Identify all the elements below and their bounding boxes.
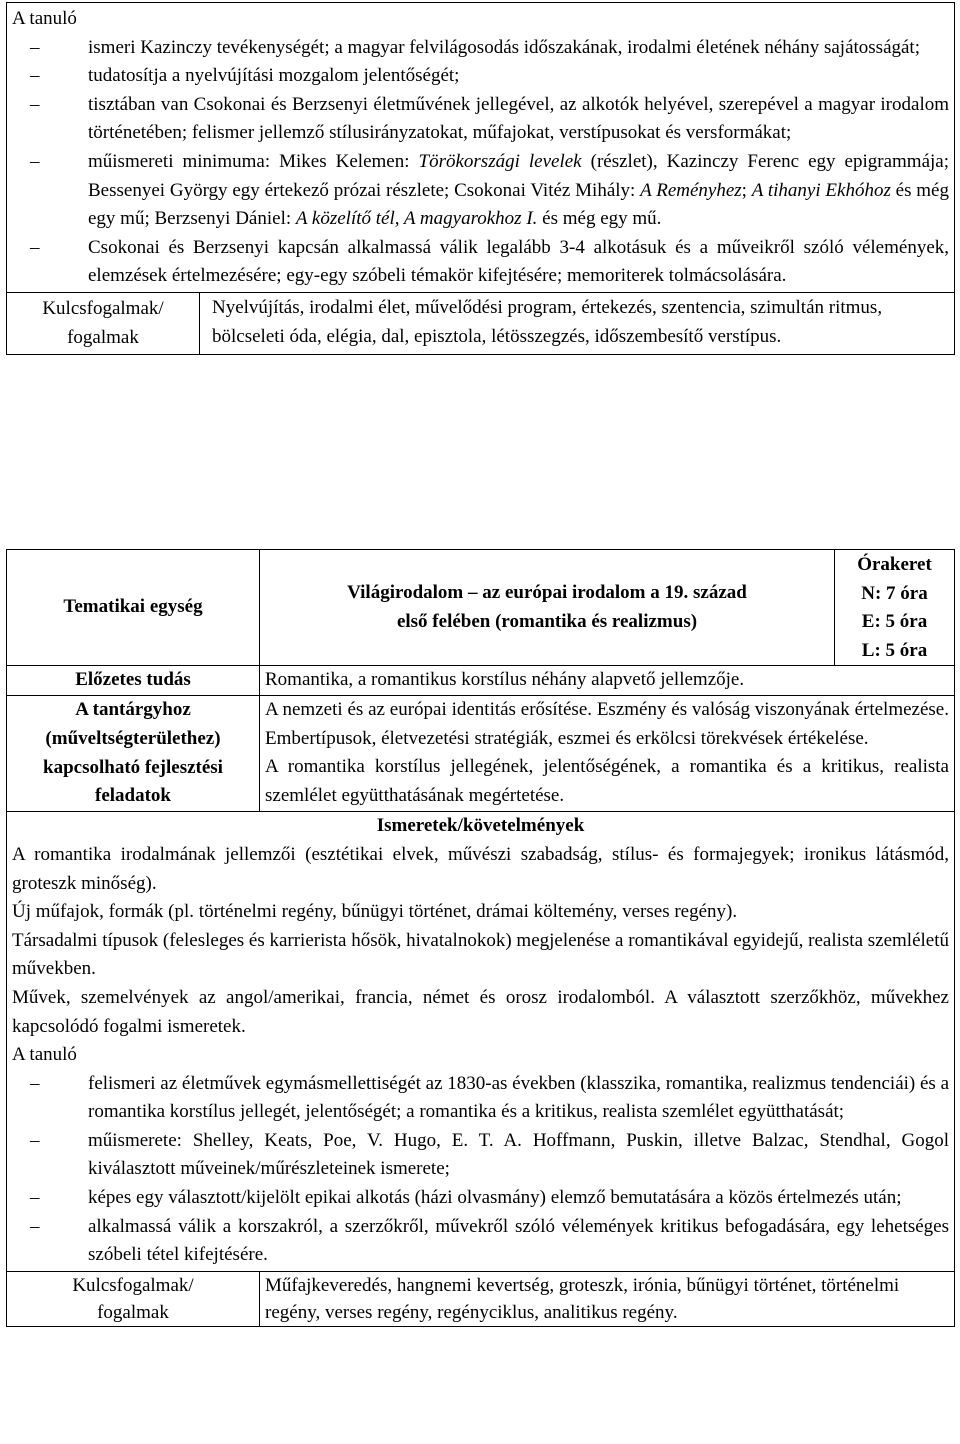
key-concepts-label-b-2: fogalmak [97,1301,169,1323]
dash-bullet: – [30,236,40,258]
key-concepts-row [7,292,955,354]
tematikai-label: Tematikai egység [63,596,203,618]
prior-knowledge-label: Előzetes tudás [75,669,191,691]
curriculum-table-1 [6,2,955,355]
learner-intro: A tanuló [12,8,77,29]
outcome-item [12,91,949,148]
outcome-item [12,1127,949,1184]
requirements-row [7,812,955,1272]
outcome-text: (részlet), Kazinczy Ferenc egy epigrammája; Bessenyei György egy értekező prózai részlete; Csokonai Vitéz Mihály: [88,150,950,201]
orakeret-label: Órakeret [857,554,932,575]
dash-bullet: – [30,36,40,58]
development-tasks-label-cell [7,695,260,811]
unit-title-line-1: Világirodalom – az európai irodalom a 19. század [347,582,747,604]
outcome-text: ; [741,179,752,201]
orakeret-cell [835,550,955,666]
development-tasks-text-1: A nemzeti és az európai identitás erősítése. Eszmény és valóság viszonyának értelmezése. Embertípusok, életvezetési stratégiák, eszmei és erkölcsi törekvések értékelése. [265,698,949,749]
outcome-item [12,34,949,63]
development-tasks-text-2: A romantika korstílus jellegének, jelentőségének, a romantika és a kritikus, realista szemlélet együtthatásának megértetése. [265,756,949,806]
outcome-text: műismerete: Shelley, Keats, Poe, V. Hugo, E. T. A. Hoffmann, Puskin, illetve Balzac, Stendhal, Gogol kiválasztott műveinek/műrészleteinek ismerete; [88,1129,949,1180]
key-concepts-text-cell-2 [260,1271,955,1326]
development-tasks-label-1: A tantárgyhoz [75,699,191,721]
outcomes-list [12,34,949,291]
outcome-text: képes egy választott/kijelölt epikai alkotás (házi olvasmány) elemző bemutatására a közös értelmezés után; [88,1187,902,1209]
unit-title-line-2: első felében (romantika és realizmus) [396,610,698,632]
work-title: A tihanyi Ekhóhoz [751,179,891,201]
prior-knowledge-label-cell [7,666,260,696]
hours-l: L: 5 óra [861,639,928,661]
unit-header-row [7,550,955,666]
outcome-item [12,1213,949,1270]
requirements-header: Ismeretek/követelmények [376,815,585,837]
requirement-paragraph: Művek, szemelvények az angol/amerikai, francia, német és orosz irodalomból. A választott szerzőkhöz, művekhez kapcsolódó fogalmi ismeretek. [12,986,949,1037]
key-concepts-text-cell [200,292,955,354]
outcome-item [12,62,949,91]
key-concepts-label-2: fogalmak [67,326,139,348]
outcome-text: tudatosítja a nyelvújítási mozgalom jelentőségét; [88,65,460,87]
key-concepts-label-b: Kulcsfogalmak/ [72,1274,194,1296]
requirements-paragraphs [12,841,949,1041]
curriculum-table-2 [6,549,955,1327]
requirement-paragraph: Társadalmi típusok (felesleges és karrierista hősök, hivatalnokok) megjelenése a romantikával egyidejű, realista szemléletű művekben. [12,929,950,980]
learner-outcomes-row [7,3,955,293]
outcome-text: Csokonai és Berzsenyi kapcsán alkalmassá válik legalább 3-4 alkotásuk és a műveikről szóló vélemények, elemzések értelmezésére; egy-egy szóbeli témakör kifejtésére; memoriterek tolmácsolására. [88,236,949,287]
dash-bullet: – [30,1215,40,1237]
outcome-text: alkalmassá válik a korszakról, a szerzőkről, művekről szóló vélemények kritikus befogadására, egy lehetséges szóbeli tétel kifejtésére. [88,1215,949,1266]
outcomes-list-2 [12,1070,949,1270]
unit-title-cell [260,550,835,666]
key-concepts-row-2 [7,1271,955,1326]
hours-n: N: 7 óra [861,582,928,604]
key-concepts-text-2: Műfajkeveredés, hangnemi kevertség, groteszk, irónia, bűnügyi történet, történelmi regény, verses regény, regényciklus, analitikus regény. [265,1274,900,1323]
development-tasks-label-3: kapcsolható fejlesztési [43,756,223,778]
hours-e: E: 5 óra [861,611,928,633]
dash-bullet: – [30,93,40,115]
key-concepts-label: Kulcsfogalmak/ [42,297,164,319]
dash-bullet: – [30,1072,40,1094]
key-concepts-label-cell-2 [7,1271,260,1326]
dash-bullet: – [30,1129,40,1151]
requirement-paragraph: Új műfajok, formák (pl. történelmi regény, bűnügyi történet, drámai költemény, verses regény). [12,901,738,923]
outcome-text: és még egy mű. [537,208,662,230]
prior-knowledge-row [7,666,955,696]
development-tasks-text-cell [260,695,955,811]
learner-intro-2: A tanuló [12,1044,77,1066]
key-concepts-text: Nyelvújítás, irodalmi élet, művelődési program, értekezés, szentencia, szimultán ritmus, bölcseleti óda, elégia, dal, episztola, létösszegzés, időszembesítő verstípus. [212,296,883,347]
development-tasks-label-2: (műveltségterülethez) [45,728,221,750]
dash-bullet: – [30,150,40,172]
outcome-text: műismereti minimuma: Mikes Kelemen: [88,150,419,172]
outcome-text: tisztában van Csokonai és Berzsenyi életművének jellegével, az alkotók helyével, szerepével a magyar irodalom történetében; felismer jellemző stílusirányzatokat, műfajokat, verstípusokat és versformákat; [88,93,949,144]
outcome-item [12,1070,949,1127]
prior-knowledge-text-cell [260,666,955,696]
development-tasks-row [7,695,955,811]
work-title: A közelítő tél, A magyarokhoz I. [295,208,538,230]
tematikai-label-cell [7,550,260,666]
outcome-item [12,148,949,234]
work-title: Törökországi levelek [418,150,582,172]
outcome-text: felismeri az életművek egymásmellettiségét az 1830-as években (klasszika, romantika, realizmus tendenciái) és a romantika korstílus jellegét, jelentőségét; a romantika és a kritikus, realista szemlélet együtthatását; [88,1072,949,1123]
requirement-paragraph: A romantika irodalmának jellemzői (esztétikai elvek, művészi szabadság, stílus- és formajegyek; ironikus látásmód, groteszk minőség). [12,843,949,894]
key-concepts-label-cell [7,292,200,354]
outcome-item [12,234,949,291]
outcome-item [12,1184,949,1213]
dash-bullet: – [30,65,40,87]
dash-bullet: – [30,1187,40,1209]
prior-knowledge-text: Romantika, a romantikus korstílus néhány alapvető jellemzője. [265,669,745,691]
outcome-text: és még egy mű; Berzsenyi Dániel: [88,179,949,230]
outcome-text: ismeri Kazinczy tevékenységét; a magyar felvilágosodás időszakának, irodalmi életének néhány sajátosságát; [88,36,920,58]
requirements-cell [7,812,955,1272]
learner-outcomes-cell [7,3,955,293]
development-tasks-label-4: feladatok [95,785,171,807]
work-title: A Reményhez [640,179,742,201]
